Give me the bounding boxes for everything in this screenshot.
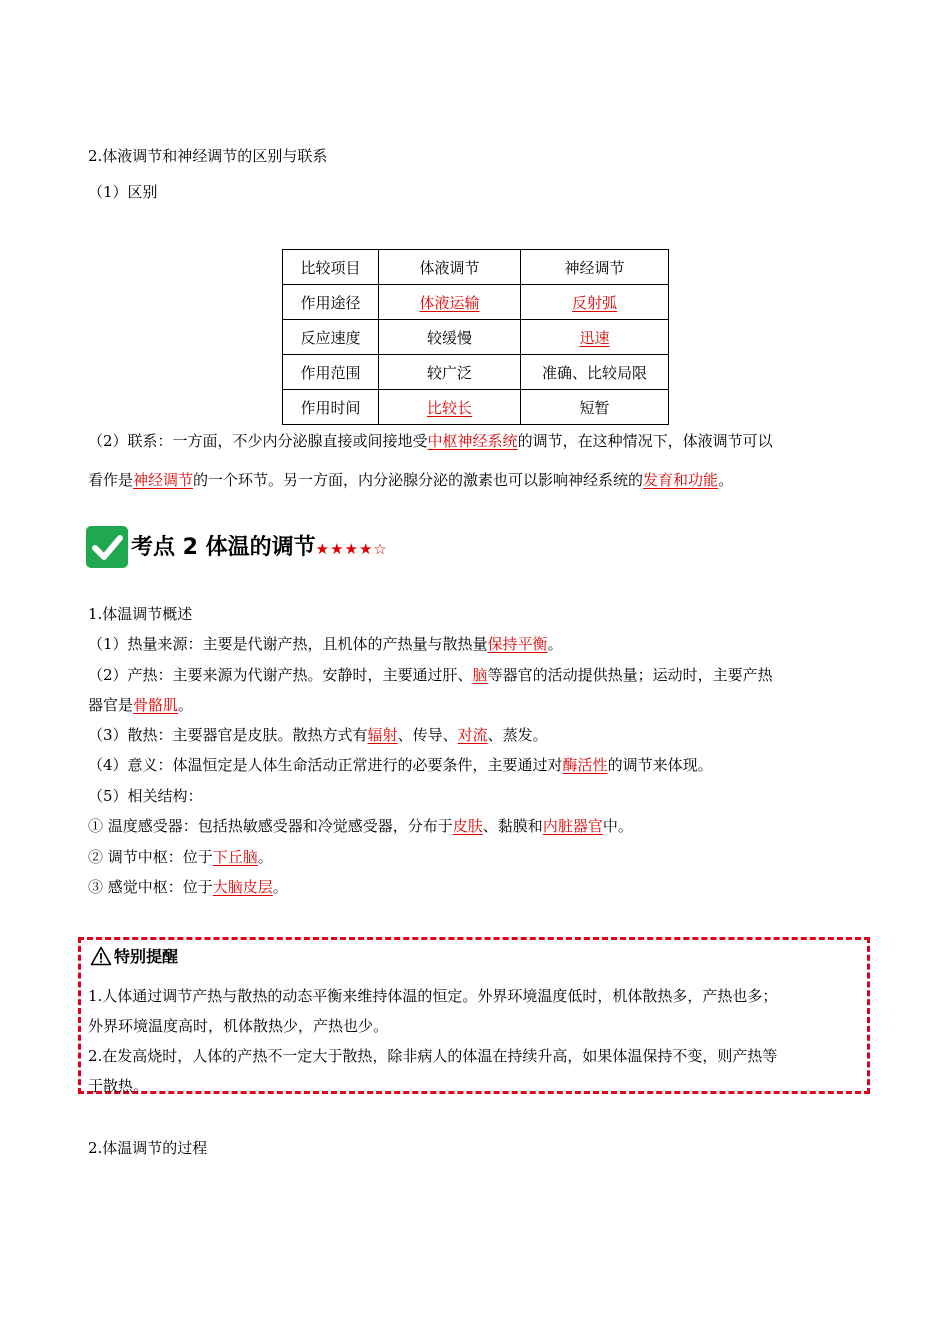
overview-line <box>88 634 563 654</box>
table-row <box>283 355 669 390</box>
text-run: 等器官的活动提供热量；运动时，主要产热 <box>487 666 773 684</box>
reminder-line: 外界环境温度高时，机体散热少，产热也少。 <box>88 1017 389 1035</box>
table-cell-humoral: 比较长 <box>426 398 472 417</box>
text-run: 的调节来体现。 <box>607 756 713 774</box>
rating-stars: ★★★★☆ <box>315 540 388 558</box>
overview-line <box>88 847 273 867</box>
table-cell-humoral: 较广泛 <box>379 355 521 390</box>
overview-line <box>88 665 773 685</box>
table-row <box>283 390 669 425</box>
table-cell-item: 反应速度 <box>283 320 379 355</box>
highlight-term: 酶活性 <box>562 756 608 774</box>
table-header-cell: 神经调节 <box>521 250 669 285</box>
section-title-text: 考点 2 体温的调节 <box>131 535 316 560</box>
table-cell-humoral: 体液运输 <box>419 293 480 312</box>
table-cell-neural: 准确、比较局限 <box>521 355 669 390</box>
text-run: （2）产热：主要来源为代谢产热。安静时，主要通过肝、 <box>88 666 473 684</box>
table-cell-item: 作用途径 <box>283 285 379 320</box>
text-run: 。 <box>257 848 273 866</box>
text-run: （2）联系：一方面，不少内分泌腺直接或间接地受 <box>88 432 428 450</box>
overview-line <box>88 695 193 715</box>
overview-line <box>88 816 633 836</box>
table-header-cell: 比较项目 <box>283 250 379 285</box>
highlight-term: 对流 <box>457 726 488 744</box>
table-header-row <box>283 250 669 285</box>
table-cell-humoral: 较缓慢 <box>379 320 521 355</box>
comparison-table <box>282 249 669 425</box>
subheading-difference: （1）区别 <box>88 183 158 201</box>
text-run: （3）散热：主要器官是皮肤。散热方式有 <box>88 726 368 744</box>
text-run: ① 温度感受器：包括热敏感受器和冷觉感受器，分布于 <box>88 817 453 835</box>
highlight-term: 发育和功能 <box>643 471 719 489</box>
text-run: 器官是 <box>88 696 134 714</box>
reminder-line: 2.在发高烧时，人体的产热不一定大于散热，除非病人的体温在持续升高，如果体温保持不变，则产热等 <box>88 1047 778 1065</box>
text-run: 。 <box>272 878 288 896</box>
highlight-term: 下丘脑 <box>212 848 258 866</box>
text-run: （1）热量来源：主要是代谢产热，且机体的产热量与散热量 <box>88 635 488 653</box>
highlight-term: 脑 <box>472 666 488 684</box>
highlight-term: 大脑皮层 <box>212 878 273 896</box>
process-heading: 2.体温调节的过程 <box>88 1139 208 1157</box>
check-icon <box>86 526 128 568</box>
text-run: 的一个环节。另一方面，内分泌腺分泌的激素也可以影响神经系统的 <box>193 471 644 489</box>
table-header-cell: 体液调节 <box>379 250 521 285</box>
text-run: 的调节，在这种情况下，体液调节可以 <box>517 432 773 450</box>
overview-line <box>88 877 288 897</box>
text-run: 、蒸发。 <box>487 726 548 744</box>
warning-icon <box>90 946 112 972</box>
table-cell-neural: 反射弧 <box>571 293 617 312</box>
overview-line: （5）相关结构： <box>88 787 203 805</box>
highlight-term: 辐射 <box>367 726 398 744</box>
section-heading-humoral-neural: 2.体液调节和神经调节的区别与联系 <box>88 147 328 165</box>
highlight-term: 中枢神经系统 <box>427 432 518 450</box>
text-run: ③ 感觉中枢：位于 <box>88 878 213 896</box>
table-row <box>283 285 669 320</box>
table-row <box>283 320 669 355</box>
table-cell-item: 作用时间 <box>283 390 379 425</box>
table-cell-item: 作用范围 <box>283 355 379 390</box>
highlight-term: 内脏器官 <box>542 817 603 835</box>
overview-heading: 1.体温调节概述 <box>88 605 193 623</box>
overview-line <box>88 725 548 745</box>
text-run: 。 <box>718 471 734 489</box>
table-cell-neural: 迅速 <box>579 328 610 347</box>
text-run: 。 <box>178 696 194 714</box>
reminder-title-text: 特别提醒 <box>114 947 179 966</box>
text-run: 中。 <box>602 817 633 835</box>
highlight-term: 皮肤 <box>452 817 483 835</box>
text-run: 。 <box>547 635 563 653</box>
text-run: 、传导、 <box>397 726 458 744</box>
highlight-term: 保持平衡 <box>487 635 548 653</box>
highlight-term: 神经调节 <box>133 471 194 489</box>
text-run: 、黏膜和 <box>482 817 543 835</box>
text-run: 看作是 <box>88 471 134 489</box>
link-paragraph-line1 <box>88 431 773 451</box>
reminder-line: 于散热。 <box>88 1077 149 1095</box>
reminder-line: 1.人体通过调节产热与散热的动态平衡来维持体温的恒定。外界环境温度低时，机体散热多，产热也多； <box>88 987 778 1005</box>
text-run: （4）意义：体温恒定是人体生命活动正常进行的必要条件，主要通过对 <box>88 756 563 774</box>
link-paragraph-line2 <box>88 470 733 490</box>
overview-line <box>88 755 713 775</box>
text-run: ② 调节中枢：位于 <box>88 848 213 866</box>
table-cell-neural: 短暂 <box>521 390 669 425</box>
reminder-title <box>90 946 178 972</box>
highlight-term: 骨骼肌 <box>133 696 179 714</box>
section-title-body-temperature <box>131 534 388 563</box>
